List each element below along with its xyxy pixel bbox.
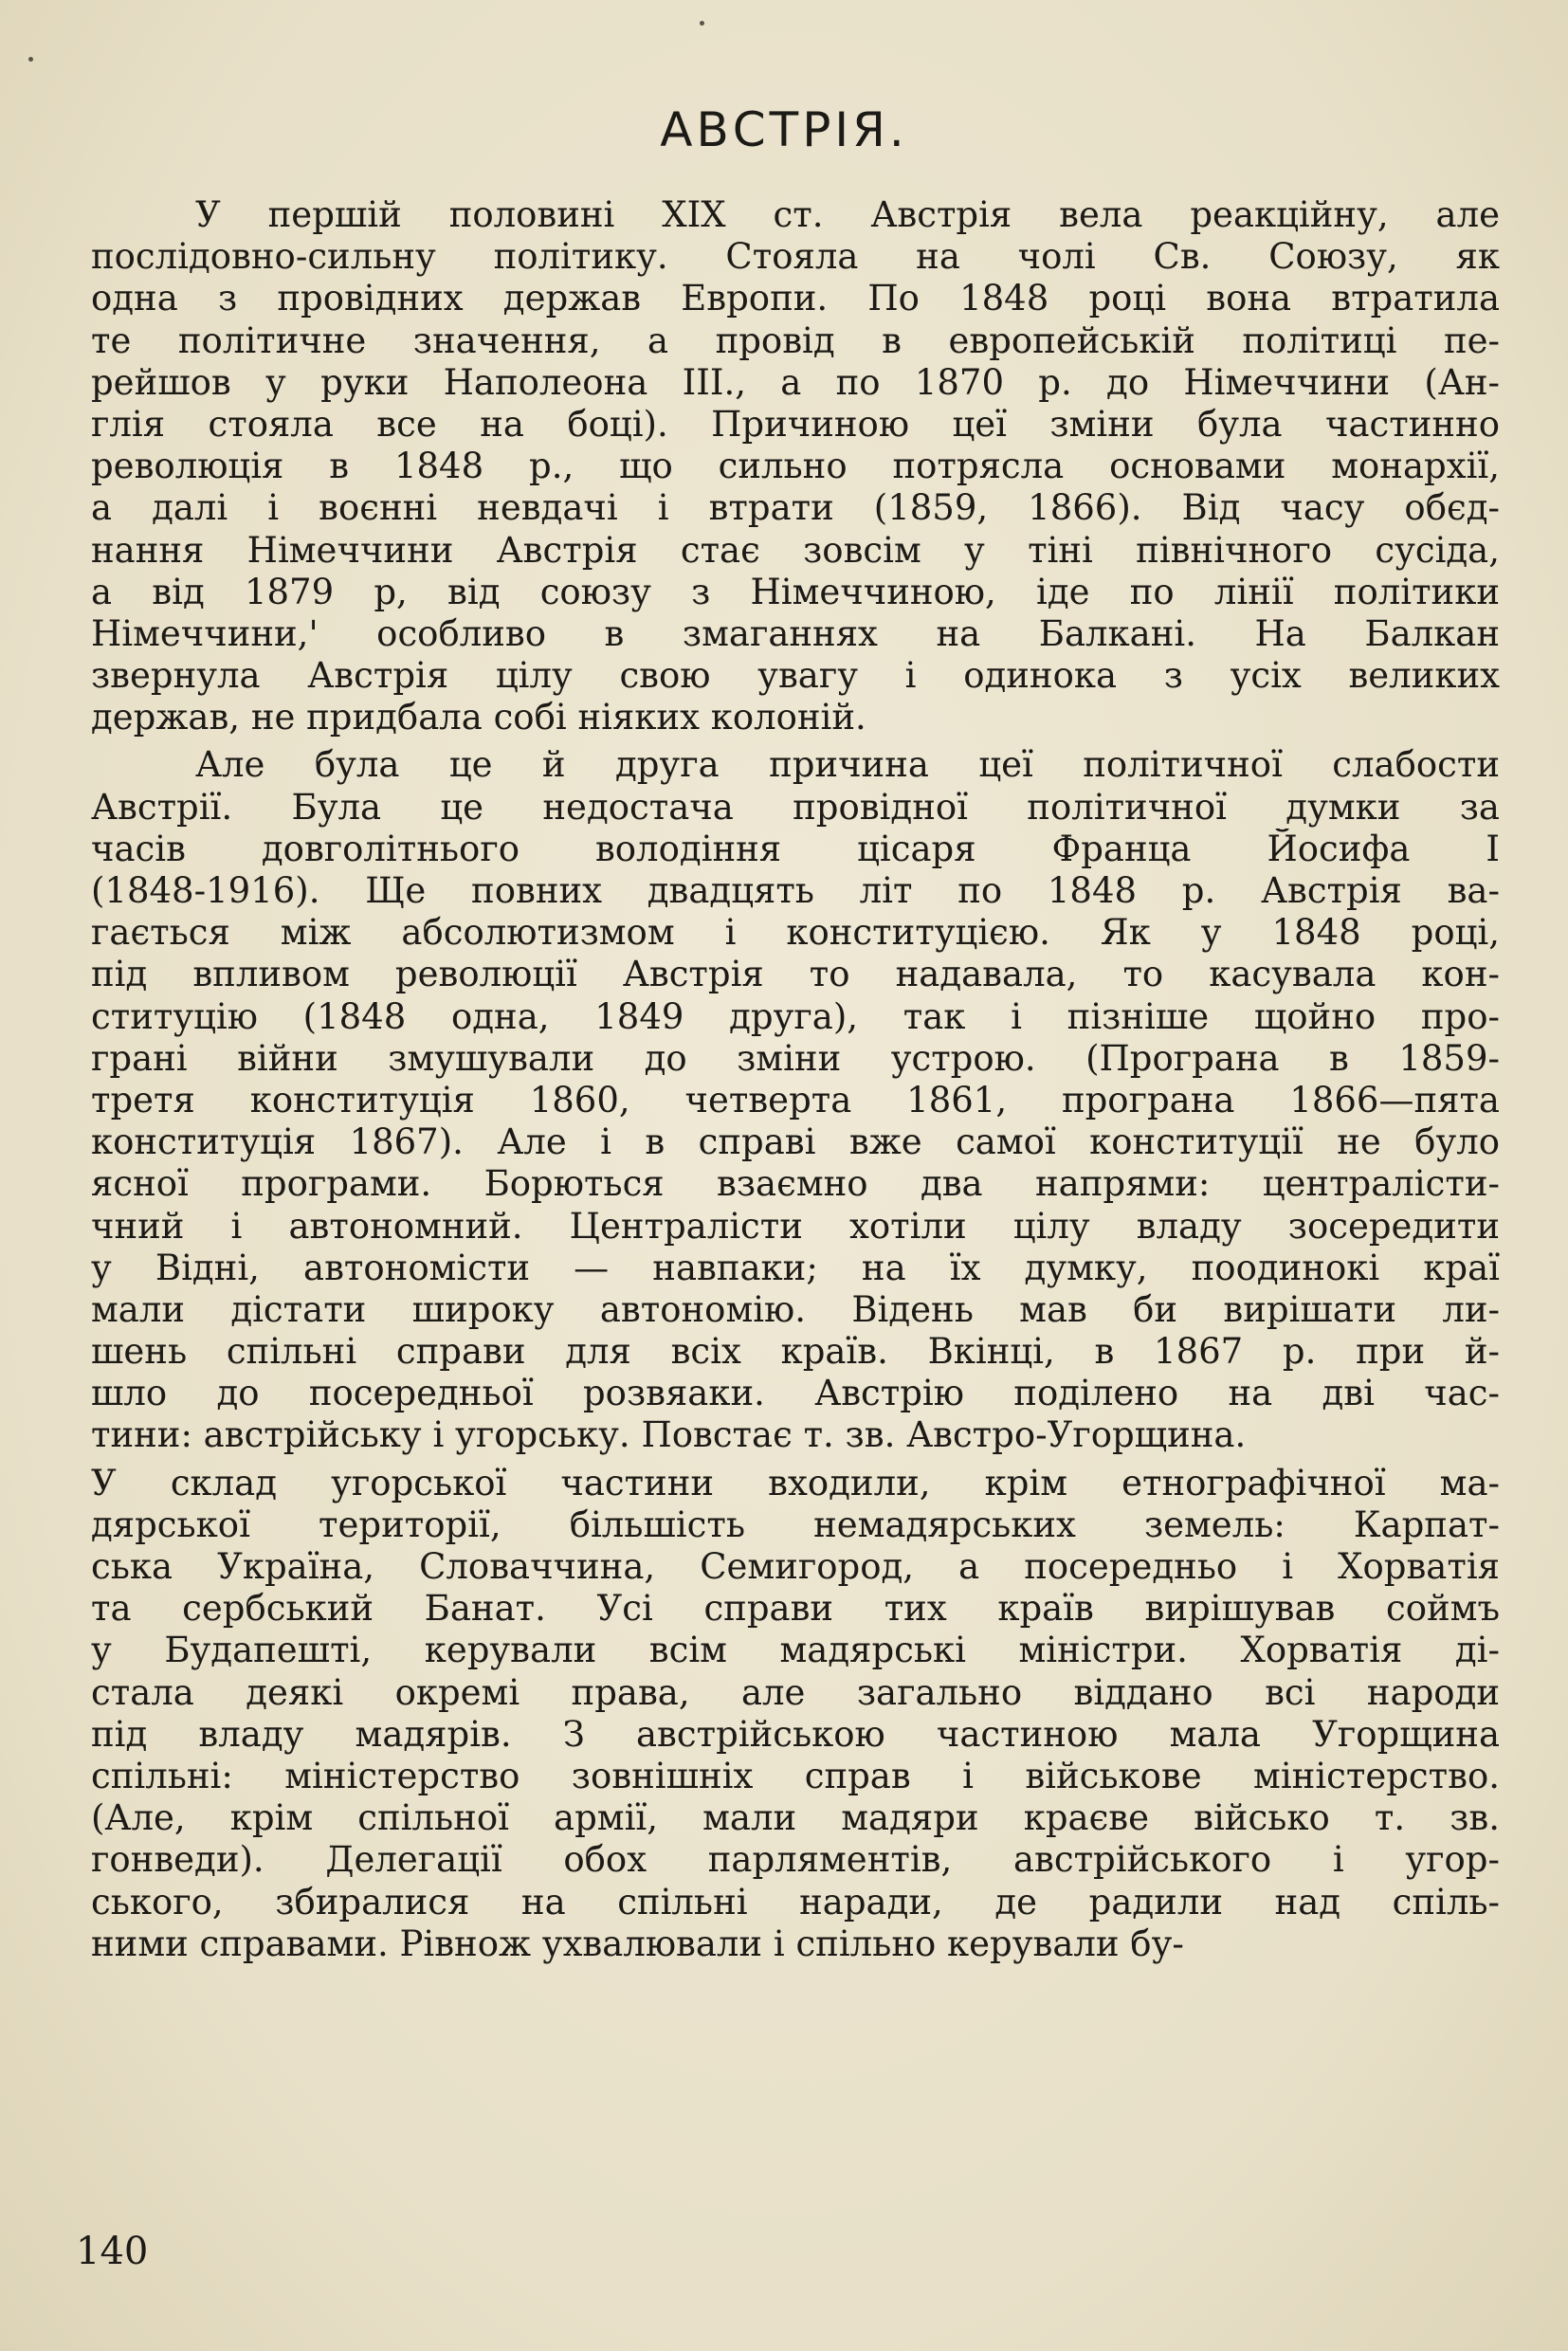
- text-line: чний і автономний. Централісти хотіли цілу владу зосередити: [91, 1205, 1500, 1247]
- text-line: (1848-1916). Ще повних двадцять літ по 1848 р. Австрія ва-: [91, 870, 1500, 911]
- text-line: стала деякі окремі права, але загально віддано всі народи: [91, 1671, 1500, 1713]
- paragraph: [91, 194, 1500, 738]
- text-line: а далі і воєнні невдачі і втрати (1859, 1866). Від часу обєд-: [91, 487, 1500, 529]
- text-line: конституція 1867). Але і в справі вже самої конституції не було: [91, 1121, 1500, 1163]
- text-line: ституцію (1848 одна, 1849 друга), так і пізніше щойно про-: [91, 995, 1500, 1037]
- paragraph: [91, 744, 1500, 1456]
- text-line: глія стояла все на боці). Причиною цеї зміни була частинно: [91, 403, 1500, 445]
- text-line: рейшов у руки Наполеона III., а по 1870 р. до Німеччини (Ан-: [91, 361, 1500, 403]
- text-line: тини: австрійську і угорську. Повстає т. зв. Австро-Угорщина.: [91, 1414, 1247, 1456]
- text-line: Німеччини,' особливо в змаганнях на Балкані. На Балкан: [91, 612, 1500, 654]
- text-line: шень спільні справи для всіх країв. Вкінці, в 1867 р. при й-: [91, 1331, 1500, 1373]
- text-line: У першій половині XIX ст. Австрія вела реакційну, але: [195, 194, 1500, 235]
- text-line: та сербський Банат. Усі справи тих країв вирішував соймъ: [91, 1588, 1500, 1630]
- text-line: у Будапешті, керували всім мадярські міністри. Хорватія ді-: [91, 1630, 1500, 1671]
- text-line: гається між абсолютизмом і конституцією. Як у 1848 році,: [91, 912, 1500, 954]
- text-line: спільні: міністерство зовнішніх справ і військове міністерство.: [91, 1755, 1500, 1796]
- text-line: ними справами. Рівнож ухвалювали і спільно керували бу-: [91, 1923, 1184, 1964]
- page-title: АВСТРІЯ.: [660, 102, 908, 157]
- page-number: 140: [76, 2230, 149, 2273]
- text-line: те політичне значення, а провід в европейській політиці пе-: [91, 319, 1500, 361]
- text-line: Австрії. Була це недостача провідної політичної думки за: [91, 786, 1500, 828]
- text-line: (Але, крім спільної армії, мали мадяри краєве військо т. зв.: [91, 1797, 1500, 1839]
- paragraph: [91, 1463, 1500, 1965]
- text-line: одна з провідних держав Европи. По 1848 році вона втратила: [91, 278, 1500, 319]
- text-line: гонведи). Делегації обох парляментів, австрійського і угор-: [91, 1839, 1500, 1881]
- text-line: Але була це й друга причина цеї політичної слабости: [195, 744, 1500, 786]
- text-line: шло до посередньої розвяаки. Австрію поділено на дві час-: [91, 1373, 1500, 1414]
- text-line: звернула Австрія цілу свою увагу і одинока з усіх великих: [91, 655, 1500, 697]
- text-line: послідовно-сильну політику. Стояла на чолі Св. Союзу, як: [91, 236, 1500, 278]
- text-line: ська Україна, Словаччина, Семигород, а посередньо і Хорватія: [91, 1546, 1500, 1587]
- text-line: ясної програми. Борються взаємно два напрями: централісти-: [91, 1163, 1500, 1205]
- text-line: часів довголітнього володіння цісаря Франца Йосифа I: [91, 828, 1500, 869]
- text-line: нання Німеччини Австрія стає зовсім у тіні північного сусіда,: [91, 529, 1500, 571]
- print-speck: [28, 57, 33, 62]
- text-line: під впливом революції Австрія то надавала, то касувала кон-: [91, 954, 1500, 995]
- text-line: а від 1879 р, від союзу з Німеччиною, іде по лінії політики: [91, 571, 1500, 612]
- text-line: під владу мадярів. З австрійською частиною мала Угорщина: [91, 1713, 1500, 1755]
- text-line: грані війни змушували до зміни устрою. (Програна в 1859-: [91, 1037, 1500, 1079]
- print-speck: [700, 21, 704, 26]
- text-line: дярської території, більшість немадярських земель: Карпат-: [91, 1504, 1500, 1545]
- text-line: держав, не придбала собі ніяких колоній.: [91, 697, 866, 738]
- article-body: [91, 194, 1500, 1965]
- text-line: У склад угорської частини входили, крім етнографічної ма-: [91, 1462, 1500, 1504]
- paragraph-container: [91, 194, 1500, 1965]
- text-line: революція в 1848 р., що сильно потрясла основами монархії,: [91, 446, 1500, 487]
- text-line: у Відні, автономісти — навпаки; на їх думку, поодинокі краї: [91, 1247, 1500, 1288]
- text-line: третя конституція 1860, четверта 1861, програна 1866—пята: [91, 1079, 1500, 1121]
- text-line: ського, збиралися на спільні наради, де радили над спіль-: [91, 1881, 1500, 1923]
- text-line: мали дістати широку автономію. Відень мав би вирішати ли-: [91, 1288, 1500, 1330]
